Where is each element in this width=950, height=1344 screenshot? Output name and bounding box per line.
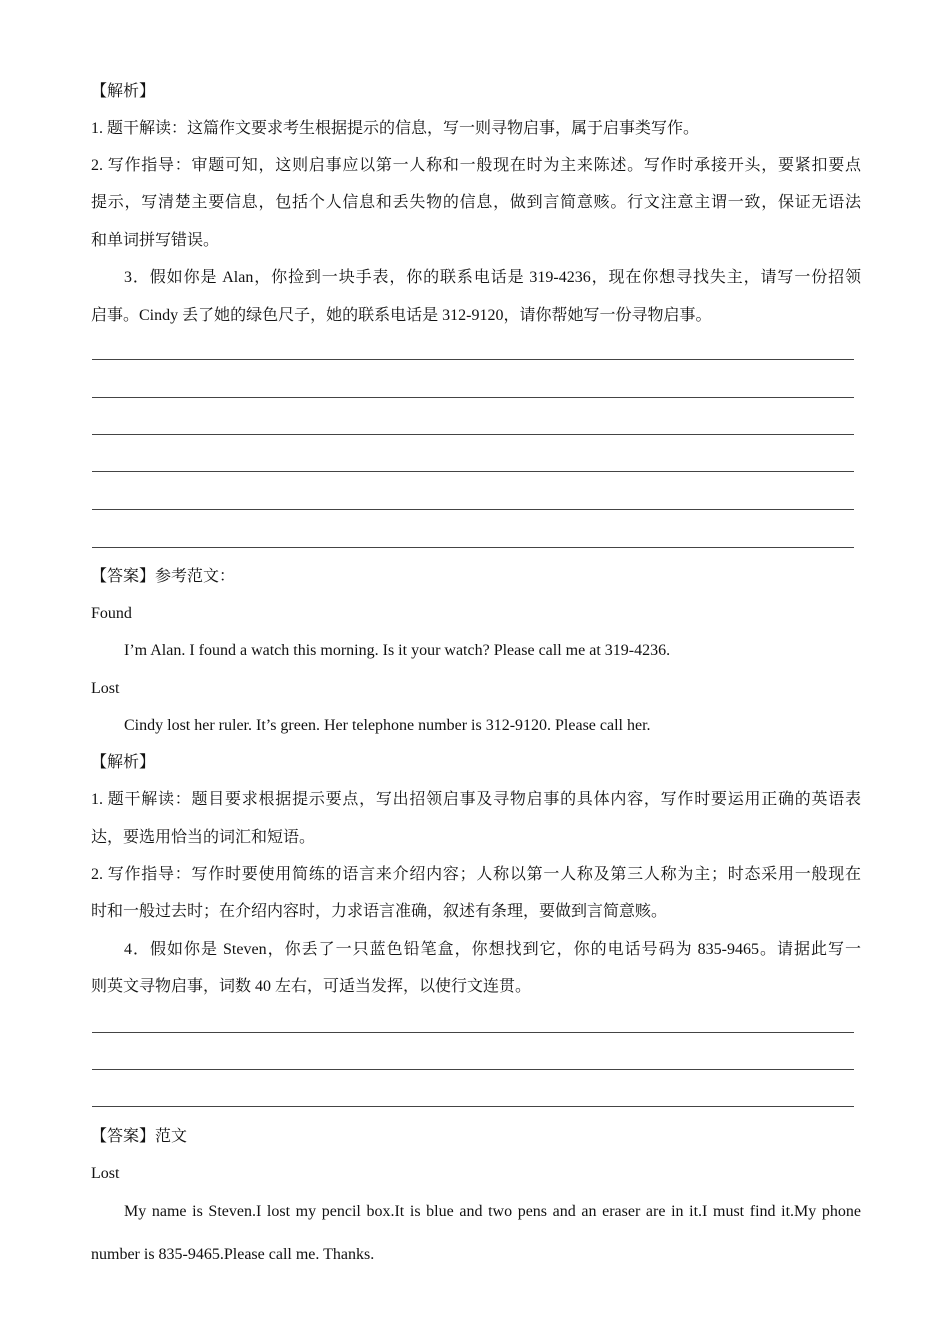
answer-4-text-line-1: My name is Steven.I lost my pencil box.It is blue and two pens and an eraser are in it.I must find it.My phone <box>124 1203 861 1220</box>
writing-line <box>92 359 854 360</box>
analysis-2-point-2-line-2: 时和一般过去时；在介绍内容时，力求语言准确，叙述有条理，要做到言简意赅。 <box>91 903 668 920</box>
analysis-point-2-line-3: 和单词拼写错误。 <box>91 232 220 249</box>
answer-4-lost-title: Lost <box>91 1165 120 1182</box>
question-4-line-2: 则英文寻物启事，词数 40 左右，可适当发挥，以使行文连贯。 <box>91 978 532 995</box>
answer-4-header: 【答案】范文 <box>91 1128 188 1145</box>
writing-line <box>92 1032 854 1033</box>
analysis-header: 【解析】 <box>91 83 156 100</box>
analysis-2-point-1-line-1: 1. 题干解读：题目要求根据提示要点，写出招领启事及寻物启事的具体内容，写作时要运用正确的英语表 <box>91 791 861 808</box>
writing-line <box>92 509 854 510</box>
analysis-point-1: 1. 题干解读：这篇作文要求考生根据提示的信息，写一则寻物启事，属于启事类写作。 <box>91 120 700 137</box>
writing-line <box>92 434 854 435</box>
writing-line <box>92 471 854 472</box>
question-3-line-2: 启事。Cindy 丢了她的绿色尺子，她的联系电话是 312-9120，请你帮她写一份寻物启事。 <box>91 307 712 324</box>
analysis-2-point-2-line-1: 2. 写作指导：写作时要使用简练的语言来介绍内容；人称以第一人称及第三人称为主；时态采用一般现在 <box>91 866 861 883</box>
answer-3-found-title: Found <box>91 605 132 622</box>
answer-3-header: 【答案】参考范文： <box>91 568 236 585</box>
writing-line <box>92 397 854 398</box>
answer-3-lost-text: Cindy lost her ruler. It’s green. Her telephone number is 312-9120. Please call her. <box>124 717 651 734</box>
analysis-point-2-line-1: 2. 写作指导：审题可知，这则启事应以第一人称和一般现在时为主来陈述。写作时承接开头，要紧扣要点 <box>91 157 861 174</box>
writing-line <box>92 1069 854 1070</box>
answer-4-text-line-2: number is 835-9465.Please call me. Thanks. <box>91 1246 375 1263</box>
answer-3-found-text: I’m Alan. I found a watch this morning. Is it your watch? Please call me at 319-4236. <box>124 642 671 659</box>
question-3-line-1: 3．假如你是 Alan，你捡到一块手表，你的联系电话是 319-4236，现在你想寻找失主，请写一份招领 <box>124 269 861 286</box>
writing-line <box>92 547 854 548</box>
answer-3-lost-title: Lost <box>91 680 120 697</box>
writing-line <box>92 1106 854 1107</box>
analysis-2-header: 【解析】 <box>91 754 156 771</box>
analysis-2-point-1-line-2: 达，要选用恰当的词汇和短语。 <box>91 829 316 846</box>
question-4-line-1: 4．假如你是 Steven，你丢了一只蓝色铅笔盒，你想找到它，你的电话号码为 835-9465。请据此写一 <box>124 941 861 958</box>
analysis-point-2-line-2: 提示，写清楚主要信息，包括个人信息和丢失物的信息，做到言简意赅。行文注意主谓一致，保证无语法 <box>91 194 861 211</box>
